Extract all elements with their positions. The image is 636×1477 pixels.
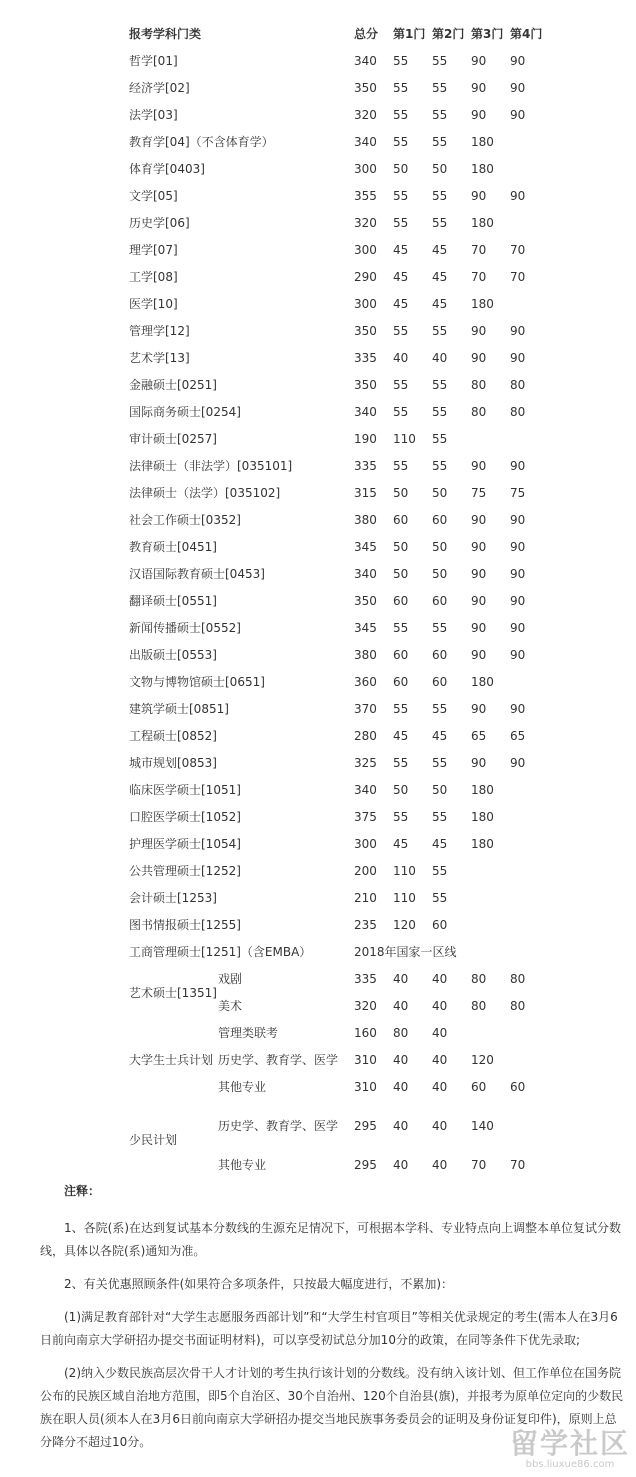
row-name: 法学[03] xyxy=(129,108,178,122)
score-s4: 90 xyxy=(510,54,526,68)
score-s4 xyxy=(510,831,550,858)
score-s2: 55 xyxy=(432,378,448,392)
score-s1: 60 xyxy=(393,513,409,527)
table-row xyxy=(125,1020,550,1047)
notes-paragraph-1: 1、各院(系)在达到复试基本分数线的生源充足情况下，可根据本学科、专业特点向上调整本单位复试分数线，具体以各院(系)通知为准。 xyxy=(40,1221,622,1258)
group-name: 艺术硕士[1351] xyxy=(129,985,217,1000)
score-total: 235 xyxy=(354,918,377,932)
score-s3: 90 xyxy=(471,756,487,770)
score-total: 335 xyxy=(354,459,377,473)
score-total: 300 xyxy=(354,162,377,176)
score-s4: 65 xyxy=(510,729,526,743)
row-name: 文物与博物馆硕士[0651] xyxy=(129,675,265,689)
score-s4: 90 xyxy=(510,594,526,608)
score-s3: 180 xyxy=(471,216,494,230)
table-row xyxy=(125,291,550,318)
score-s2: 40 xyxy=(432,1158,448,1172)
score-s3: 180 xyxy=(471,135,494,149)
table-row xyxy=(125,129,550,156)
score-s3: 80 xyxy=(471,405,487,419)
score-total: 350 xyxy=(354,324,377,338)
score-s3: 90 xyxy=(471,189,487,203)
table-row xyxy=(125,723,550,750)
header-subject-2: 第2门 xyxy=(432,27,465,41)
score-s2: 50 xyxy=(432,567,448,581)
score-s1: 55 xyxy=(393,108,409,122)
sub-name: 管理类联考 xyxy=(218,1026,279,1040)
score-s2: 40 xyxy=(432,999,448,1013)
row-name: 公共管理硕士[1252] xyxy=(129,864,241,878)
group-name: 少民计划 xyxy=(129,1132,178,1147)
score-s3: 90 xyxy=(471,54,487,68)
score-s4: 90 xyxy=(510,108,526,122)
score-s2: 45 xyxy=(432,243,448,257)
table-row xyxy=(125,831,550,858)
score-s3: 90 xyxy=(471,459,487,473)
row-note: 2018年国家一区线 xyxy=(354,945,457,959)
score-total: 380 xyxy=(354,513,377,527)
score-s3: 80 xyxy=(471,972,487,986)
row-name: 历史学[06] xyxy=(129,216,190,230)
watermark xyxy=(510,1429,630,1471)
row-name: 新闻传播硕士[0552] xyxy=(129,621,241,635)
score-s3 xyxy=(471,1020,510,1047)
row-name: 管理学[12] xyxy=(129,324,190,338)
score-s3: 120 xyxy=(471,1053,494,1067)
score-s1: 45 xyxy=(393,729,409,743)
score-s2: 55 xyxy=(432,459,448,473)
row-name: 工商管理硕士[1251]（含EMBA） xyxy=(129,945,312,959)
score-s4: 90 xyxy=(510,189,526,203)
score-total: 370 xyxy=(354,702,377,716)
table-header-row xyxy=(125,21,550,48)
row-name: 出版硕士[0553] xyxy=(129,648,217,662)
score-s4 xyxy=(510,777,550,804)
row-name: 会计硕士[1253] xyxy=(129,891,217,905)
score-s2: 50 xyxy=(432,486,448,500)
table-row xyxy=(125,156,550,183)
table-row xyxy=(125,345,550,372)
score-s2: 40 xyxy=(432,1119,448,1133)
score-total: 375 xyxy=(354,810,377,824)
score-s2: 55 xyxy=(432,54,448,68)
score-s4: 90 xyxy=(510,81,526,95)
watermark-logo-text: 留学社区 xyxy=(509,1427,630,1460)
row-name: 艺术学[13] xyxy=(129,351,190,365)
table-row xyxy=(125,615,550,642)
row-name: 临床医学硕士[1051] xyxy=(129,783,241,797)
row-name: 哲学[01] xyxy=(129,54,178,68)
score-s2: 40 xyxy=(432,1053,448,1067)
score-s3: 140 xyxy=(471,1119,494,1133)
score-total: 345 xyxy=(354,621,377,635)
score-total: 325 xyxy=(354,756,377,770)
score-s3 xyxy=(471,858,510,885)
score-total: 315 xyxy=(354,486,377,500)
score-total: 335 xyxy=(354,972,377,986)
row-name: 翻译硕士[0551] xyxy=(129,594,217,608)
row-name: 建筑学硕士[0851] xyxy=(129,702,229,716)
row-name: 护理医学硕士[1054] xyxy=(129,837,241,851)
score-s1: 45 xyxy=(393,837,409,851)
score-s4: 90 xyxy=(510,621,526,635)
score-s4: 90 xyxy=(510,513,526,527)
score-s2: 55 xyxy=(432,891,448,905)
score-s1: 110 xyxy=(393,891,416,905)
row-name: 汉语国际教育硕士[0453] xyxy=(129,567,265,581)
score-s3: 90 xyxy=(471,621,487,635)
table-row xyxy=(125,237,550,264)
score-total: 300 xyxy=(354,837,377,851)
score-s4: 90 xyxy=(510,351,526,365)
score-s1: 55 xyxy=(393,378,409,392)
table-row xyxy=(125,885,550,912)
score-s3: 90 xyxy=(471,81,487,95)
score-s2: 55 xyxy=(432,621,448,635)
row-name: 图书情报硕士[1255] xyxy=(129,918,241,932)
score-s1: 55 xyxy=(393,405,409,419)
group-name: 大学生士兵计划 xyxy=(129,1053,214,1067)
row-name: 工程硕士[0852] xyxy=(129,729,217,743)
score-s1: 120 xyxy=(393,918,416,932)
score-s4: 70 xyxy=(510,243,526,257)
notes-paragraph-3: (1)满足教育部针对“大学生志愿服务西部计划”和“大学生村官项目”等相关优录规定的考生(需本人在3月6日前向南京大学研招办提交书面证明材料)，可以享受初试总分加10分的政策，在同等条件下优先录取; xyxy=(40,1310,618,1347)
score-s3: 65 xyxy=(471,729,487,743)
score-s1: 50 xyxy=(393,162,409,176)
table-row xyxy=(125,183,550,210)
score-s3: 90 xyxy=(471,702,487,716)
table-row xyxy=(125,912,550,939)
notes-title: 注释： xyxy=(64,1184,101,1198)
score-s4: 90 xyxy=(510,648,526,662)
score-s2: 60 xyxy=(432,918,448,932)
row-name: 工学[08] xyxy=(129,270,178,284)
score-s2: 60 xyxy=(432,675,448,689)
score-s4: 80 xyxy=(510,972,526,986)
table-row xyxy=(125,507,550,534)
score-s1: 40 xyxy=(393,972,409,986)
score-s2: 40 xyxy=(432,1026,448,1040)
score-total: 350 xyxy=(354,81,377,95)
score-s1: 50 xyxy=(393,783,409,797)
notes-paragraph-2: 2、有关优惠照顾条件(如果符合多项条件，只按最大幅度进行，不累加)： xyxy=(64,1277,454,1291)
score-total: 320 xyxy=(354,108,377,122)
score-s3: 90 xyxy=(471,108,487,122)
score-total: 160 xyxy=(354,1026,377,1040)
score-total: 340 xyxy=(354,54,377,68)
score-s3: 180 xyxy=(471,297,494,311)
table-row xyxy=(125,480,550,507)
score-s2: 50 xyxy=(432,783,448,797)
score-s2: 45 xyxy=(432,837,448,851)
score-s3: 90 xyxy=(471,648,487,662)
score-s4: 80 xyxy=(510,378,526,392)
score-s2: 50 xyxy=(432,540,448,554)
score-s1: 55 xyxy=(393,216,409,230)
score-s4 xyxy=(510,426,550,453)
score-s2: 55 xyxy=(432,405,448,419)
table-row xyxy=(125,534,550,561)
score-s4 xyxy=(510,156,550,183)
score-s4 xyxy=(510,1101,550,1152)
score-s3: 75 xyxy=(471,486,487,500)
score-s3: 90 xyxy=(471,351,487,365)
header-category: 报考学科门类 xyxy=(129,27,202,41)
sub-name: 历史学、教育学、医学 xyxy=(218,1053,339,1067)
score-s4: 75 xyxy=(510,486,526,500)
score-s4: 90 xyxy=(510,756,526,770)
score-s1: 45 xyxy=(393,243,409,257)
score-total: 340 xyxy=(354,783,377,797)
table-row xyxy=(125,804,550,831)
row-name: 口腔医学硕士[1052] xyxy=(129,810,241,824)
score-s2: 55 xyxy=(432,216,448,230)
score-total: 190 xyxy=(354,432,377,446)
table-row xyxy=(125,777,550,804)
score-total: 355 xyxy=(354,189,377,203)
table-row xyxy=(125,669,550,696)
row-name: 审计硕士[0257] xyxy=(129,432,217,446)
score-s3: 180 xyxy=(471,810,494,824)
score-s1: 110 xyxy=(393,864,416,878)
score-s3: 70 xyxy=(471,1158,487,1172)
score-s3: 180 xyxy=(471,783,494,797)
score-total: 280 xyxy=(354,729,377,743)
score-s3: 90 xyxy=(471,540,487,554)
score-s4 xyxy=(510,1047,550,1074)
row-name: 文学[05] xyxy=(129,189,178,203)
score-total: 310 xyxy=(354,1053,377,1067)
table-row xyxy=(125,318,550,345)
table-row xyxy=(125,858,550,885)
score-s3: 60 xyxy=(471,1080,487,1094)
row-name: 经济学[02] xyxy=(129,81,190,95)
score-s4: 90 xyxy=(510,702,526,716)
row-name: 理学[07] xyxy=(129,243,178,257)
score-s2: 55 xyxy=(432,81,448,95)
score-total: 310 xyxy=(354,1080,377,1094)
table-row xyxy=(125,696,550,723)
table-row xyxy=(125,75,550,102)
score-s1: 40 xyxy=(393,999,409,1013)
row-name: 体育学[0403] xyxy=(129,162,205,176)
score-s1: 50 xyxy=(393,540,409,554)
score-s1: 55 xyxy=(393,756,409,770)
score-s2: 60 xyxy=(432,594,448,608)
score-s1: 40 xyxy=(393,1119,409,1133)
row-name: 法律硕士（非法学）[035101] xyxy=(129,459,293,473)
score-total: 320 xyxy=(354,999,377,1013)
score-s2: 60 xyxy=(432,513,448,527)
score-total: 350 xyxy=(354,594,377,608)
score-s2: 45 xyxy=(432,297,448,311)
score-s4 xyxy=(510,291,550,318)
row-name: 法律硕士（法学）[035102] xyxy=(129,486,281,500)
score-s1: 60 xyxy=(393,648,409,662)
score-total: 300 xyxy=(354,297,377,311)
row-name: 国际商务硕士[0254] xyxy=(129,405,241,419)
score-s4: 90 xyxy=(510,459,526,473)
row-name: 金融硕士[0251] xyxy=(129,378,217,392)
table-row xyxy=(125,453,550,480)
score-total: 345 xyxy=(354,540,377,554)
table-row xyxy=(125,210,550,237)
score-s1: 55 xyxy=(393,135,409,149)
table-row xyxy=(125,264,550,291)
score-s1: 55 xyxy=(393,621,409,635)
score-total: 200 xyxy=(354,864,377,878)
score-s4 xyxy=(510,669,550,696)
score-s2: 55 xyxy=(432,756,448,770)
score-s1: 55 xyxy=(393,702,409,716)
score-s3: 70 xyxy=(471,270,487,284)
score-s2: 55 xyxy=(432,324,448,338)
table-row xyxy=(125,399,550,426)
score-s4: 70 xyxy=(510,270,526,284)
score-table xyxy=(125,21,550,1179)
score-total: 290 xyxy=(354,270,377,284)
score-s4: 90 xyxy=(510,324,526,338)
score-s1: 40 xyxy=(393,1053,409,1067)
sub-name: 其他专业 xyxy=(218,1080,267,1094)
score-s4: 80 xyxy=(510,405,526,419)
score-s2: 55 xyxy=(432,108,448,122)
score-total: 295 xyxy=(354,1119,377,1133)
header-total: 总分 xyxy=(354,27,379,41)
score-s4: 80 xyxy=(510,999,526,1013)
score-s4 xyxy=(510,885,550,912)
score-s1: 55 xyxy=(393,81,409,95)
table-row xyxy=(125,1101,550,1152)
score-total: 300 xyxy=(354,243,377,257)
row-name: 医学[10] xyxy=(129,297,178,311)
score-s1: 45 xyxy=(393,297,409,311)
score-s2: 40 xyxy=(432,972,448,986)
score-total: 380 xyxy=(354,648,377,662)
score-s1: 80 xyxy=(393,1026,409,1040)
score-total: 340 xyxy=(354,135,377,149)
score-total: 350 xyxy=(354,378,377,392)
score-s1: 40 xyxy=(393,1080,409,1094)
score-s1: 55 xyxy=(393,54,409,68)
row-name: 城市规划[0853] xyxy=(129,756,217,770)
sub-name: 美术 xyxy=(218,999,243,1013)
score-s1: 40 xyxy=(393,351,409,365)
score-total: 360 xyxy=(354,675,377,689)
header-subject-4: 第4门 xyxy=(510,27,543,41)
score-s2: 55 xyxy=(432,135,448,149)
score-s4 xyxy=(510,912,550,939)
score-s2: 55 xyxy=(432,702,448,716)
score-total: 340 xyxy=(354,405,377,419)
score-s2: 45 xyxy=(432,729,448,743)
score-total: 320 xyxy=(354,216,377,230)
score-s2: 55 xyxy=(432,189,448,203)
row-name: 教育硕士[0451] xyxy=(129,540,217,554)
score-s4: 90 xyxy=(510,540,526,554)
sub-name: 其他专业 xyxy=(218,1158,267,1172)
table-row xyxy=(125,48,550,75)
score-s3: 80 xyxy=(471,999,487,1013)
row-name: 教育学[04]（不含体育学） xyxy=(129,135,274,149)
score-s1: 55 xyxy=(393,459,409,473)
score-s2: 60 xyxy=(432,648,448,662)
score-total: 335 xyxy=(354,351,377,365)
watermark-url: bbs.liuxue86.com xyxy=(525,1459,615,1470)
table-row xyxy=(125,966,550,993)
score-s3: 90 xyxy=(471,324,487,338)
score-s4: 90 xyxy=(510,567,526,581)
notes-paragraph-4: (2)纳入少数民族高层次骨干人才计划的考生执行该计划的分数线。没有纳入该计划、但工作单位在国务院公布的民族区域自治地方范围，即5个自治区、30个自治州、120个自治县(旗)，并报考为原单位定向的少数民族在职人员(须本人在3月6日前向南京大学研招办提交当地民族事务委员会的证明及身份证复印件)，原则上总分降分不超过10分。 xyxy=(40,1366,624,1449)
score-s3: 180 xyxy=(471,162,494,176)
score-s2: 50 xyxy=(432,162,448,176)
notes-section xyxy=(40,1180,624,1464)
table-row xyxy=(125,588,550,615)
score-s3: 180 xyxy=(471,837,494,851)
score-s4: 60 xyxy=(510,1080,526,1094)
score-total: 295 xyxy=(354,1158,377,1172)
sub-name: 戏剧 xyxy=(218,972,243,986)
score-s4 xyxy=(510,858,550,885)
score-s2: 45 xyxy=(432,270,448,284)
row-name: 社会工作硕士[0352] xyxy=(129,513,241,527)
score-s3 xyxy=(471,426,510,453)
table-row xyxy=(125,750,550,777)
score-s2: 55 xyxy=(432,432,448,446)
score-s1: 110 xyxy=(393,432,416,446)
score-s2: 40 xyxy=(432,1080,448,1094)
sub-name: 历史学、教育学、医学 xyxy=(218,1119,339,1133)
score-s1: 45 xyxy=(393,270,409,284)
table-row xyxy=(125,372,550,399)
score-s3 xyxy=(471,912,510,939)
score-s1: 55 xyxy=(393,189,409,203)
table-row xyxy=(125,561,550,588)
score-s4 xyxy=(510,129,550,156)
score-s4 xyxy=(510,804,550,831)
score-s1: 50 xyxy=(393,567,409,581)
score-s3: 70 xyxy=(471,243,487,257)
table-row xyxy=(125,102,550,129)
score-s3: 90 xyxy=(471,567,487,581)
table-row xyxy=(125,642,550,669)
score-s1: 55 xyxy=(393,810,409,824)
score-s4 xyxy=(510,1020,550,1047)
score-s3: 80 xyxy=(471,378,487,392)
score-total: 340 xyxy=(354,567,377,581)
score-s1: 50 xyxy=(393,486,409,500)
score-s2: 40 xyxy=(432,351,448,365)
score-s2: 55 xyxy=(432,864,448,878)
score-s2: 55 xyxy=(432,810,448,824)
score-s1: 60 xyxy=(393,594,409,608)
score-s4 xyxy=(510,210,550,237)
header-subject-3: 第3门 xyxy=(471,27,504,41)
score-s4: 70 xyxy=(510,1158,526,1172)
score-s1: 55 xyxy=(393,324,409,338)
score-s3: 90 xyxy=(471,513,487,527)
score-s1: 60 xyxy=(393,675,409,689)
header-subject-1: 第1门 xyxy=(393,27,426,41)
table-row xyxy=(125,426,550,453)
score-s1: 40 xyxy=(393,1158,409,1172)
score-s3: 180 xyxy=(471,675,494,689)
score-s3: 90 xyxy=(471,594,487,608)
table-row xyxy=(125,939,550,966)
score-total: 210 xyxy=(354,891,377,905)
score-s3 xyxy=(471,885,510,912)
